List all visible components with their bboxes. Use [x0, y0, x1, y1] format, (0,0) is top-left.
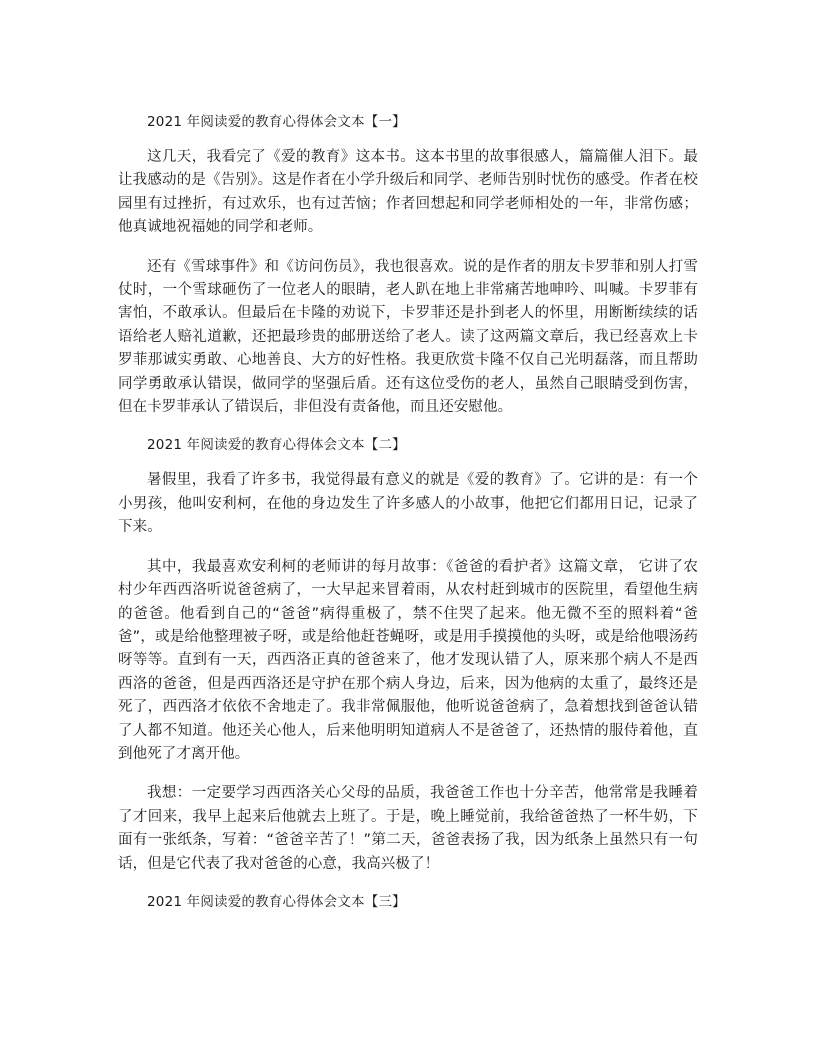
section-heading: 2021 年阅读爱的教育心得体会文本【一】: [147, 114, 406, 130]
section-2: [118, 435, 698, 876]
section-heading: 2021 年阅读爱的教育心得体会文本【三】: [147, 893, 406, 910]
section-heading: 2021 年阅读爱的教育心得体会文本【二】: [147, 437, 406, 454]
paragraph: 暑假里，我看了许多书，我觉得最有意义的就是《爱的教育》了。它讲的是：有一个小男孩，他叫安利柯，在他的身边发生了许多感人的小故事，他把它们都用日记，记录了下来。: [118, 472, 698, 536]
paragraph: 还有《雪球事件》和《访问伤员》，我也很喜欢。说的是作者的朋友卡罗菲和别人打雪仗时，一个雪球砸伤了一位老人的眼睛，老人趴在地上非常痛苦地呻吟、叫喊。卡罗菲有害怕，不敢承认。但最后在卡隆的劝说下，卡罗菲还是扑到老人的怀里，用断断续续的话语给老人赔礼道歉，还把最珍贵的邮册送给了老人。读了这两篇文章后，我已经喜欢上卡罗菲那诚实勇敢、心地善良、大方的好性格。我更欣赏卡隆不仅自己光明磊落，而且帮助同学勇敢承认错误，做同学的坚强后盾。还有这位受伤的老人，虽然自己眼睛受到伤害，但在卡罗菲承认了错误后，非但没有责备他，而且还安慰他。: [118, 258, 698, 416]
paragraph: 我想：一定要学习西西洛关心父母的品质，我爸爸工作也十分辛苦，他常常是我睡着了才回来，我早上起来后他就去上班了。于是，晚上睡觉前，我给爸爸热了一杯牛奶，下面有一张纸条，写着：“爸爸辛苦了！”第二天，爸爸表扬了我，因为纸条上虽然只有一句话，但是它代表了我对爸爸的心意，我高兴极了！: [118, 785, 698, 872]
section-1: [118, 112, 698, 419]
section-3: [118, 892, 698, 912]
paragraph: 这几天，我看完了《爱的教育》这本书。这本书里的故事很感人，篇篇催人泪下。最让我感动的是《告别》。这是作者在小学升级后和同学、老师告别时忧伤的感受。作者在校园里有过挫折，有过欢乐，也有过苦恼；作者回想起和同学老师相处的一年，非常伤感；他真诚地祝福她的同学和老师。: [118, 149, 698, 236]
paragraph: 其中，我最喜欢安利柯的老师讲的每月故事：《爸爸的看护者》这篇文章， 它讲了农村少年西西洛听说爸爸病了，一大早起来冒着雨，从农村赶到城市的医院里，看望他生病的爸爸。他看到自己的“爸爸”病得重极了，禁不住哭了起来。他无微不至的照料着“爸爸”，或是给他整理被子呀，或是给他赶苍蝇呀，或是用手摸摸他的头呀，或是给他喂汤药呀等等。直到有一天，西西洛正真的爸爸来了，他才发现认错了人，原来那个病人不是西西洛的爸爸，但是西西洛还是守护在那个病人身边，后来，因为他病的太重了，最终还是死了，西西洛才依依不舍地走了。我非常佩服他，他听说爸爸病了，急着想找到爸爸认错了人都不知道。他还关心他人，后来他明明知道病人不是爸爸了，还热情的服侍着他，直到他死了才离开他。: [118, 558, 698, 762]
